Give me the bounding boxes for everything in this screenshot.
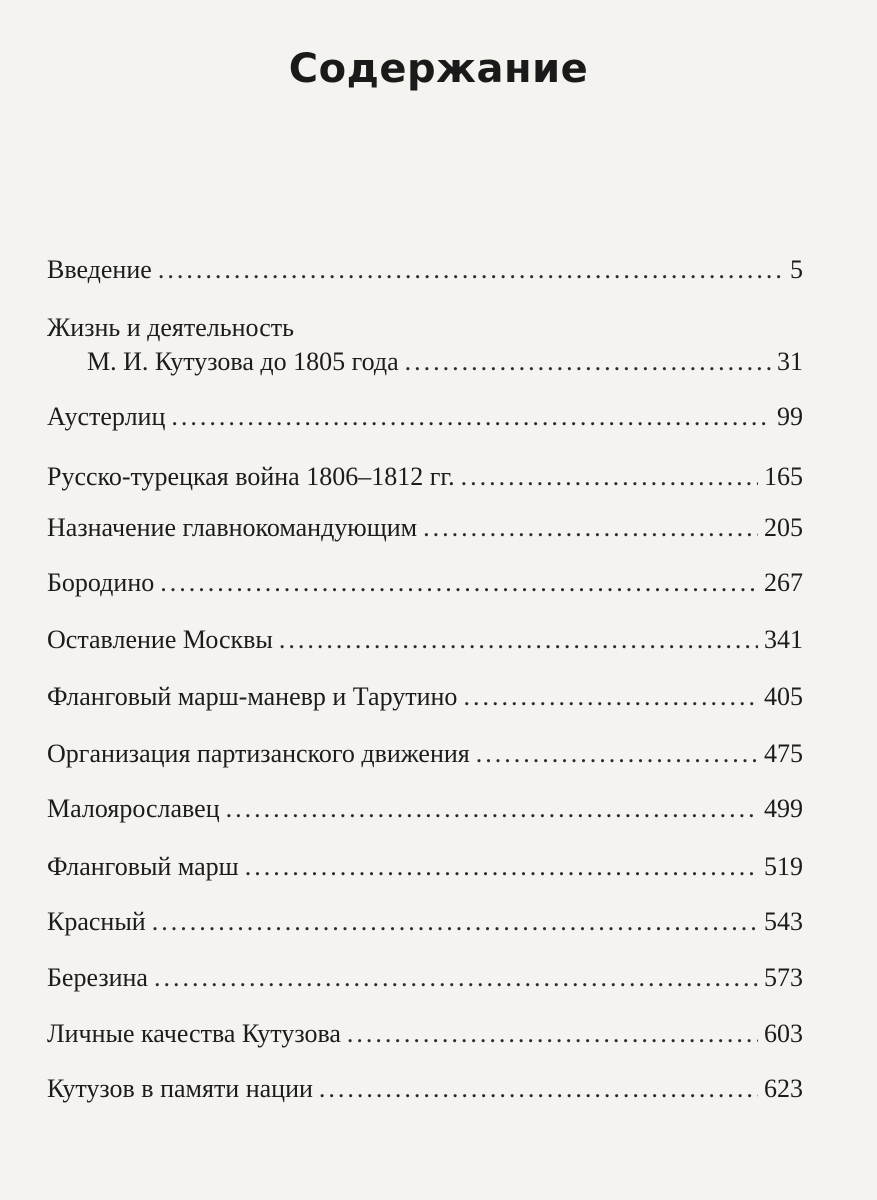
toc-entry-page: 5: [790, 255, 803, 284]
dot-leader: [463, 681, 758, 713]
toc-entry-page: 573: [764, 963, 803, 992]
toc-entry-berezina: [47, 962, 803, 994]
toc-entry-page: 205: [764, 513, 803, 542]
toc-entry-label: Личные качества Кутузова: [47, 1019, 341, 1048]
toc-entry-label: М. И. Кутузова до 1805 года: [87, 347, 399, 376]
toc-entry-partisan-movement: [47, 738, 803, 770]
toc-entry-page: 603: [764, 1019, 803, 1048]
toc-entry-page: 475: [764, 739, 803, 768]
dot-leader: [423, 512, 758, 544]
dot-leader: [319, 1073, 758, 1105]
toc-entry-label: Русско-турецкая война 1806–1812 гг.: [47, 462, 455, 491]
toc-entry-flank-march-tarutino: [47, 681, 803, 713]
toc-entry-commander-appointment: [47, 512, 803, 544]
toc-entry-label: Аустерлиц: [47, 402, 166, 431]
toc-entry-page: 99: [777, 402, 803, 431]
toc-entry-krasny: [47, 906, 803, 938]
toc-entry-label: Березина: [47, 963, 148, 992]
dot-leader: [461, 461, 758, 493]
toc-entry-label: Фланговый марш-маневр и Тарутино: [47, 682, 458, 711]
dot-leader: [158, 254, 784, 286]
toc-entry-page: 623: [764, 1074, 803, 1103]
toc-entry-introduction: [47, 254, 803, 286]
toc-entry-page: 267: [764, 568, 803, 597]
page-title: Содержание: [288, 46, 589, 92]
toc-entry-life-before-1805: [47, 346, 803, 378]
toc-entry-page: 341: [764, 625, 803, 654]
dot-leader: [154, 962, 758, 994]
toc-entry-russo-turkish-war: [47, 461, 803, 493]
dot-leader: [160, 567, 758, 599]
dot-leader: [245, 851, 758, 883]
toc-entry-national-memory: [47, 1073, 803, 1105]
toc-entry-label: Введение: [47, 255, 152, 284]
toc-entry-label: Кутузов в памяти нации: [47, 1074, 313, 1103]
toc-entry-label: Оставление Москвы: [47, 625, 273, 654]
toc-entry-flank-march: [47, 851, 803, 883]
dot-leader: [279, 624, 758, 656]
toc-entry-page: 543: [764, 907, 803, 936]
dot-leader: [476, 738, 758, 770]
toc-entry-leaving-moscow: [47, 624, 803, 656]
dot-leader: [347, 1018, 758, 1050]
dot-leader: [171, 401, 771, 433]
toc-entry-personal-qualities: [47, 1018, 803, 1050]
toc-entry-label: Малоярославец: [47, 794, 220, 823]
toc-entry-page: 165: [764, 462, 803, 491]
toc-entry-label: Назначение главнокомандующим: [47, 513, 418, 542]
toc-entry-maloyaroslavets: [47, 793, 803, 825]
toc-entry-label: Красный: [47, 907, 146, 936]
dot-leader: [226, 793, 758, 825]
toc-entry-life-heading: Жизнь и деятельность: [47, 313, 294, 342]
toc-entry-page: 519: [764, 852, 803, 881]
toc-entry-page: 499: [764, 794, 803, 823]
toc-entry-borodino: [47, 567, 803, 599]
toc-entry-label: Бородино: [47, 568, 155, 597]
toc-entry-page: 405: [764, 682, 803, 711]
toc-entry-page: 31: [777, 347, 803, 376]
dot-leader: [405, 346, 771, 378]
toc-entry-label: Организация партизанского движения: [47, 739, 470, 768]
toc-entry-label: Фланговый марш: [47, 852, 239, 881]
toc-entry-austerlitz: [47, 401, 803, 433]
dot-leader: [152, 906, 758, 938]
